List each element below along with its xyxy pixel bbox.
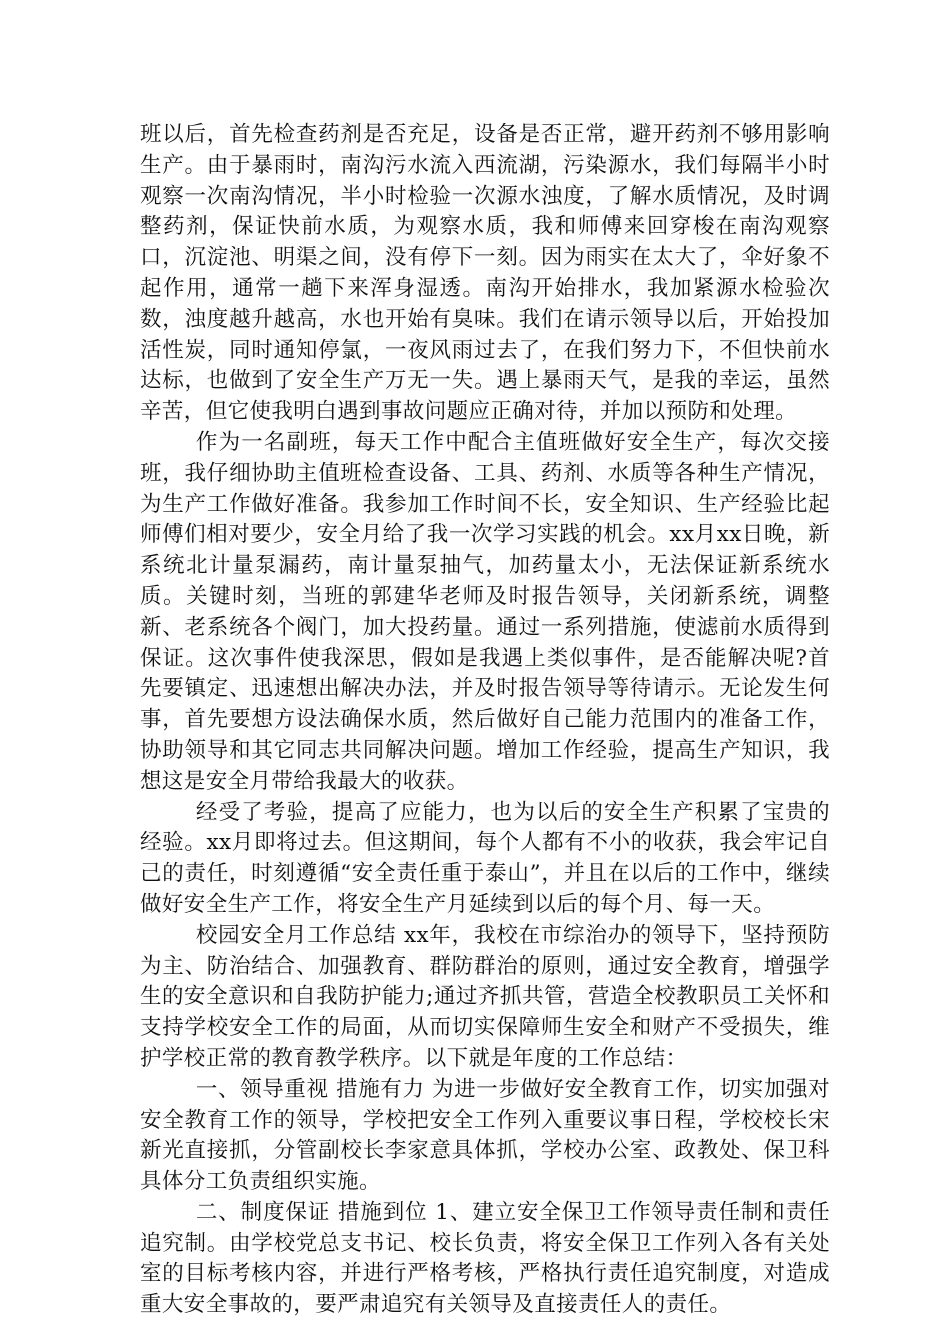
- paragraph-1: 班以后，首先检查药剂是否充足，设备是否正常，避开药剂不够用影响生产。由于暴雨时，南沟污水流入西流湖，污染源水，我们每隔半小时观察一次南沟情况，半小时检验一次源水浊度，了解水质情况，及时调整药剂，保证快前水质，为观察水质，我和师傅来回穿梭在南沟观察口，沉淀池、明渠之间，没有停下一刻。因为雨实在太大了，伞好象不起作用，通常一趟下来浑身湿透。南沟开始排水，我加紧源水检验次数，浊度越升越高，水也开始有臭味。我们在请示领导以后，开始投加活性炭，同时通知停氯，一夜风雨过去了，在我们努力下，不但快前水达标，也做到了安全生产万无一失。遇上暴雨天气，是我的幸运，虽然辛苦，但它使我明白遇到事故问题应正确对待，并加以预防和处理。: [140, 122, 830, 425]
- paragraph-6: 二、制度保证 措施到位 1、建立安全保卫工作领导责任制和责任追究制。由学校党总支书记、校长负责，将安全保卫工作列入各有关处室的目标考核内容，并进行严格考核，严格执行责任追究制度，对造成重大安全事故的，要严肃追究有关领导及直接责任人的责任。: [140, 1199, 830, 1318]
- document-body: [140, 120, 830, 1321]
- paragraph-2: 作为一名副班，每天工作中配合主值班做好安全生产，每次交接班，我仔细协助主值班检查设备、工具、药剂、水质等各种生产情况，为生产工作做好准备。我参加工作时间不长，安全知识、生产经验比起师傅们相对要少，安全月给了我一次学习实践的机会。xx月xx日晚，新系统北计量泵漏药，南计量泵抽气，加药量太小，无法保证新系统水质。关键时刻，当班的郭建华老师及时报告领导，关闭新系统，调整新、老系统各个阀门，加大投药量。通过一系列措施，使滤前水质得到保证。这次事件使我深思，假如是我遇上类似事件，是否能解决呢?首先要镇定、迅速想出解决办法，并及时报告领导等待请示。无论发生何事，首先要想方设法确保水质，然后做好自己能力范围内的准备工作，协助领导和其它同志共同解决问题。增加工作经验，提高生产知识，我想这是安全月带给我最大的收获。: [140, 429, 830, 794]
- paragraph-5: 一、领导重视 措施有力 为进一步做好安全教育工作，切实加强对安全教育工作的领导，学校把安全工作列入重要议事日程，学校校长宋新光直接抓，分管副校长李家意具体抓，学校办公室、政教处、保卫科具体分工负责组织实施。: [140, 1076, 830, 1195]
- paragraph-4: 校园安全月工作总结 xx年，我校在市综治办的领导下，坚持预防为主、防治结合、加强教育、群防群治的原则，通过安全教育，增强学生的安全意识和自我防护能力;通过齐抓共管，营造全校教职员工关怀和支持学校安全工作的局面，从而切实保障师生安全和财产不受损失，维护学校正常的教育教学秩序。以下就是年度的工作总结：: [140, 922, 830, 1071]
- paragraph-3: 经受了考验，提高了应能力，也为以后的安全生产积累了宝贵的经验。xx月即将过去。但这期间，每个人都有不小的收获，我会牢记自己的责任，时刻遵循“安全责任重于泰山”，并且在以后的工作中，继续做好安全生产工作，将安全生产月延续到以后的每个月、每一天。: [140, 799, 830, 917]
